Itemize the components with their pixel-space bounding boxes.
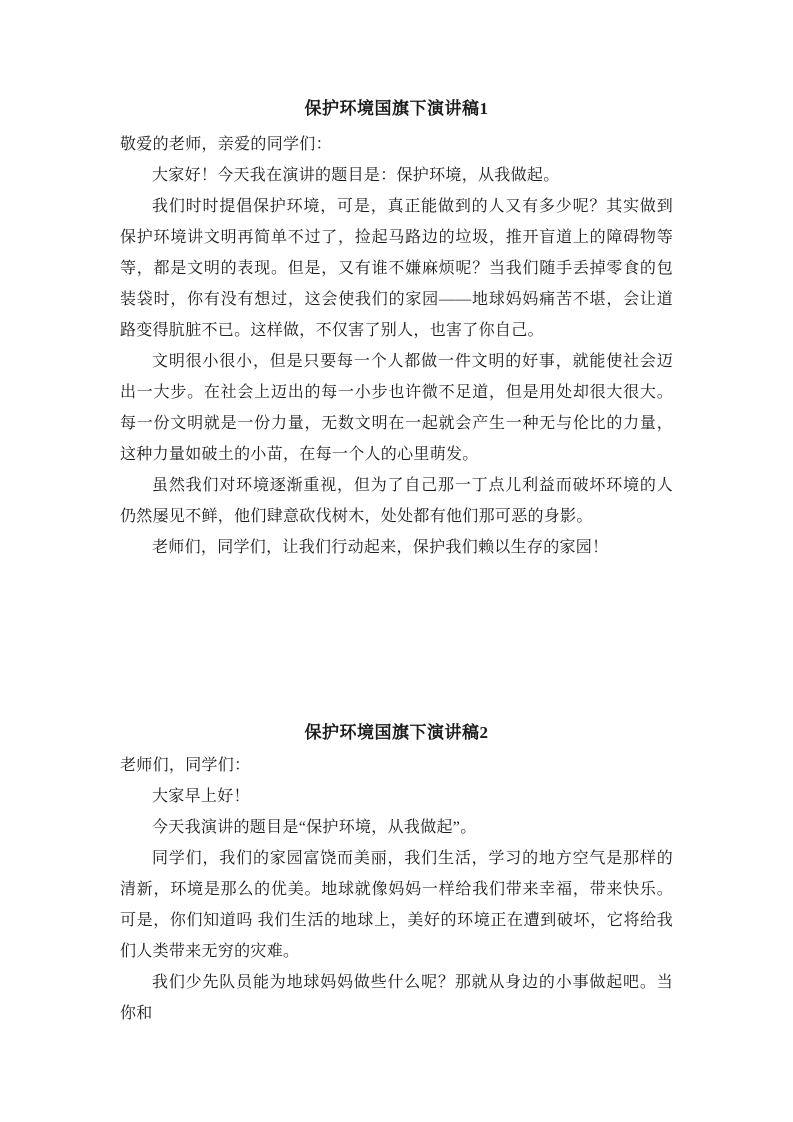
speech-2-title: 保护环境国旗下演讲稿2	[304, 723, 489, 742]
speech-1-paragraph: 文明很小很小，但是只要每一个人都做一件文明的好事，就能使社会迈出一大步。在社会上迈出的每一小步也许微不足道，但是用处却很大很大。每一份文明就是一份力量，无数文明在一起就会产生一种无与伦比的力量，这种力量如破土的小苗，在每一个人的心里萌发。	[120, 353, 673, 463]
speech-2-topic: 今天我演讲的题目是“保护环境，从我做起”。	[152, 819, 477, 836]
speech-2-greeting: 大家早上好！	[152, 788, 250, 805]
speech-1-title: 保护环境国旗下演讲稿1	[304, 99, 489, 118]
speech-1-paragraph: 我们时时提倡保护环境，可是，真正能做到的人又有多少呢？其实做到保护环境讲文明再简单不过了，捡起马路边的垃圾，推开盲道上的障碍物等等，都是文明的表现。但是，又有谁不嫌麻烦呢？当我们随手丢掉零食的包装袋时，你有没有想过，这会使我们的家园——地球妈妈痛苦不堪，会让道路变得肮脏不已。这样做，不仅害了别人，也害了你自己。	[120, 198, 673, 339]
speech-1-salutation: 敬爱的老师，亲爱的同学们：	[120, 136, 332, 153]
speech-2-paragraph: 我们少先队员能为地球妈妈做些什么呢？那就从身边的小事做起吧。当你和	[120, 974, 673, 1022]
speech-1-greeting: 大家好！今天我在演讲的题目是：保护环境，从我做起。	[152, 167, 560, 184]
speech-section-2	[120, 717, 673, 1029]
speech-section-1	[120, 93, 673, 563]
speech-2-salutation: 老师们，同学们：	[120, 757, 251, 774]
speech-2-paragraph: 同学们，我们的家园富饶而美丽，我们生活，学习的地方空气是那样的清新，环境是那么的优美。地球就像妈妈一样给我们带来幸福，带来快乐。可是，你们知道吗 我们生活的地球上，美好的环境正在遭到破坏，它将给我们人类带来无穷的灾难。	[120, 850, 673, 960]
speech-1-closing: 老师们，同学们，让我们行动起来，保护我们赖以生存的家园！	[152, 539, 609, 556]
speech-1-paragraph: 虽然我们对环境逐渐重视，但为了自己那一丁点儿利益而破坏环境的人仍然屡见不鲜，他们肆意砍伐树木，处处都有他们那可恶的身影。	[120, 477, 673, 525]
